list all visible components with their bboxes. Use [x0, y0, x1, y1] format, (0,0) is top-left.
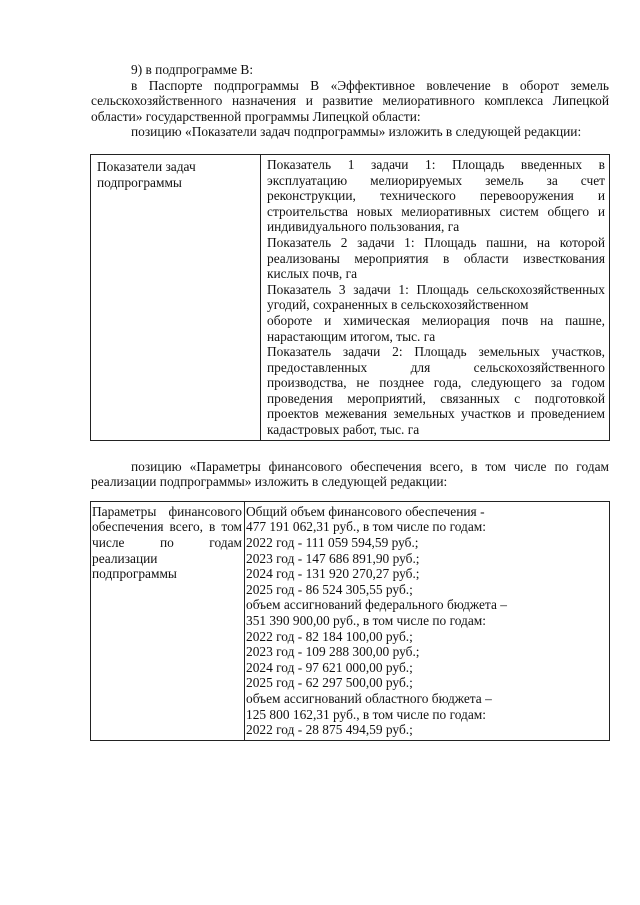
- instruction-financing: позицию «Параметры финансового обеспечения всего, в том числе по годам реализации подпрограммы» изложить в следующей редакции:: [91, 458, 609, 490]
- document-page: [91, 62, 609, 741]
- financing-line: 2023 год - 109 288 300,00 руб.;: [246, 644, 420, 660]
- indicator-3-part-b: обороте и химическая мелиорация почв на пашне, нарастающим итогом, тыс. га: [267, 312, 605, 344]
- financing-line: 2023 год - 147 686 891,90 руб.;: [246, 550, 420, 566]
- indicators-value-cell: [261, 154, 610, 440]
- indicator-4: Показатель задачи 2: Площадь земельных участков, предоставленных для сельскохозяйственного производства, не позднее года, следующего за годом проведения мероприятий, связанных с подготовкой проектов межевания земельных участков и проведением кадастровых работ, тыс. га: [267, 344, 605, 438]
- financing-line: Общий объем финансового обеспечения -: [246, 503, 485, 519]
- financing-line: 2024 год - 97 621 000,00 руб.;: [246, 659, 413, 675]
- financing-line: 2025 год - 62 297 500,00 руб.;: [246, 675, 413, 691]
- indicators-label-cell: [91, 154, 261, 440]
- instruction-indicators: позицию «Показатели задач подпрограммы» изложить в следующей редакции:: [131, 124, 582, 140]
- financing-line: объем ассигнований областного бюджета –: [246, 690, 492, 706]
- indicator-1: Показатель 1 задачи 1: Площадь введенных в эксплуатацию мелиорируемых земель за счет реконструкции, технического перевооружения и строительства новых мелиоративных систем общего и индивидуального пользования, га: [267, 156, 605, 235]
- financing-value-cell: [245, 501, 610, 740]
- item-heading: 9) в подпрограмме В:: [131, 62, 254, 77]
- financing-line: 2022 год - 28 875 494,59 руб.;: [246, 722, 413, 738]
- indicators-table: [90, 154, 610, 441]
- indicator-2: Показатель 2 задачи 1: Площадь пашни, на которой реализованы мероприятия в области известкования кислых почв, га: [267, 234, 605, 282]
- financing-line: 351 390 900,00 руб., в том числе по годам:: [246, 613, 486, 628]
- financing-line: 125 800 162,31 руб., в том числе по годам:: [246, 706, 486, 722]
- financing-line: 2025 год - 86 524 305,55 руб.;: [246, 581, 413, 597]
- passport-paragraph: в Паспорте подпрограммы В «Эффективное вовлечение в оборот земель сельскохозяйственного назначения и развитие мелиоративного комплекса Липецкой области» государственной программы Липецкой области:: [91, 77, 609, 124]
- indicator-3-part-a: Показатель 3 задачи 1: Площадь сельскохозяйственных угодий, сохраненных в сельскохозяйственном: [267, 281, 605, 313]
- financing-label: Параметры финансового обеспечения всего, в том числе по годам реализации подпрограммы: [92, 503, 242, 582]
- financing-line: 2022 год - 82 184 100,00 руб.;: [246, 628, 413, 644]
- financing-label-cell: [91, 501, 245, 740]
- financing-line: 477 191 062,31 руб., в том числе по годам:: [246, 519, 486, 535]
- financing-line: 2024 год - 131 920 270,27 руб.;: [246, 566, 420, 582]
- table-row: [91, 501, 610, 740]
- financing-table: [90, 501, 610, 741]
- indicators-label: Показатели задач подпрограммы: [97, 158, 196, 190]
- table-row: [91, 154, 610, 440]
- financing-line: объем ассигнований федерального бюджета –: [246, 597, 507, 613]
- financing-line: 2022 год - 111 059 594,59 руб.;: [246, 535, 419, 551]
